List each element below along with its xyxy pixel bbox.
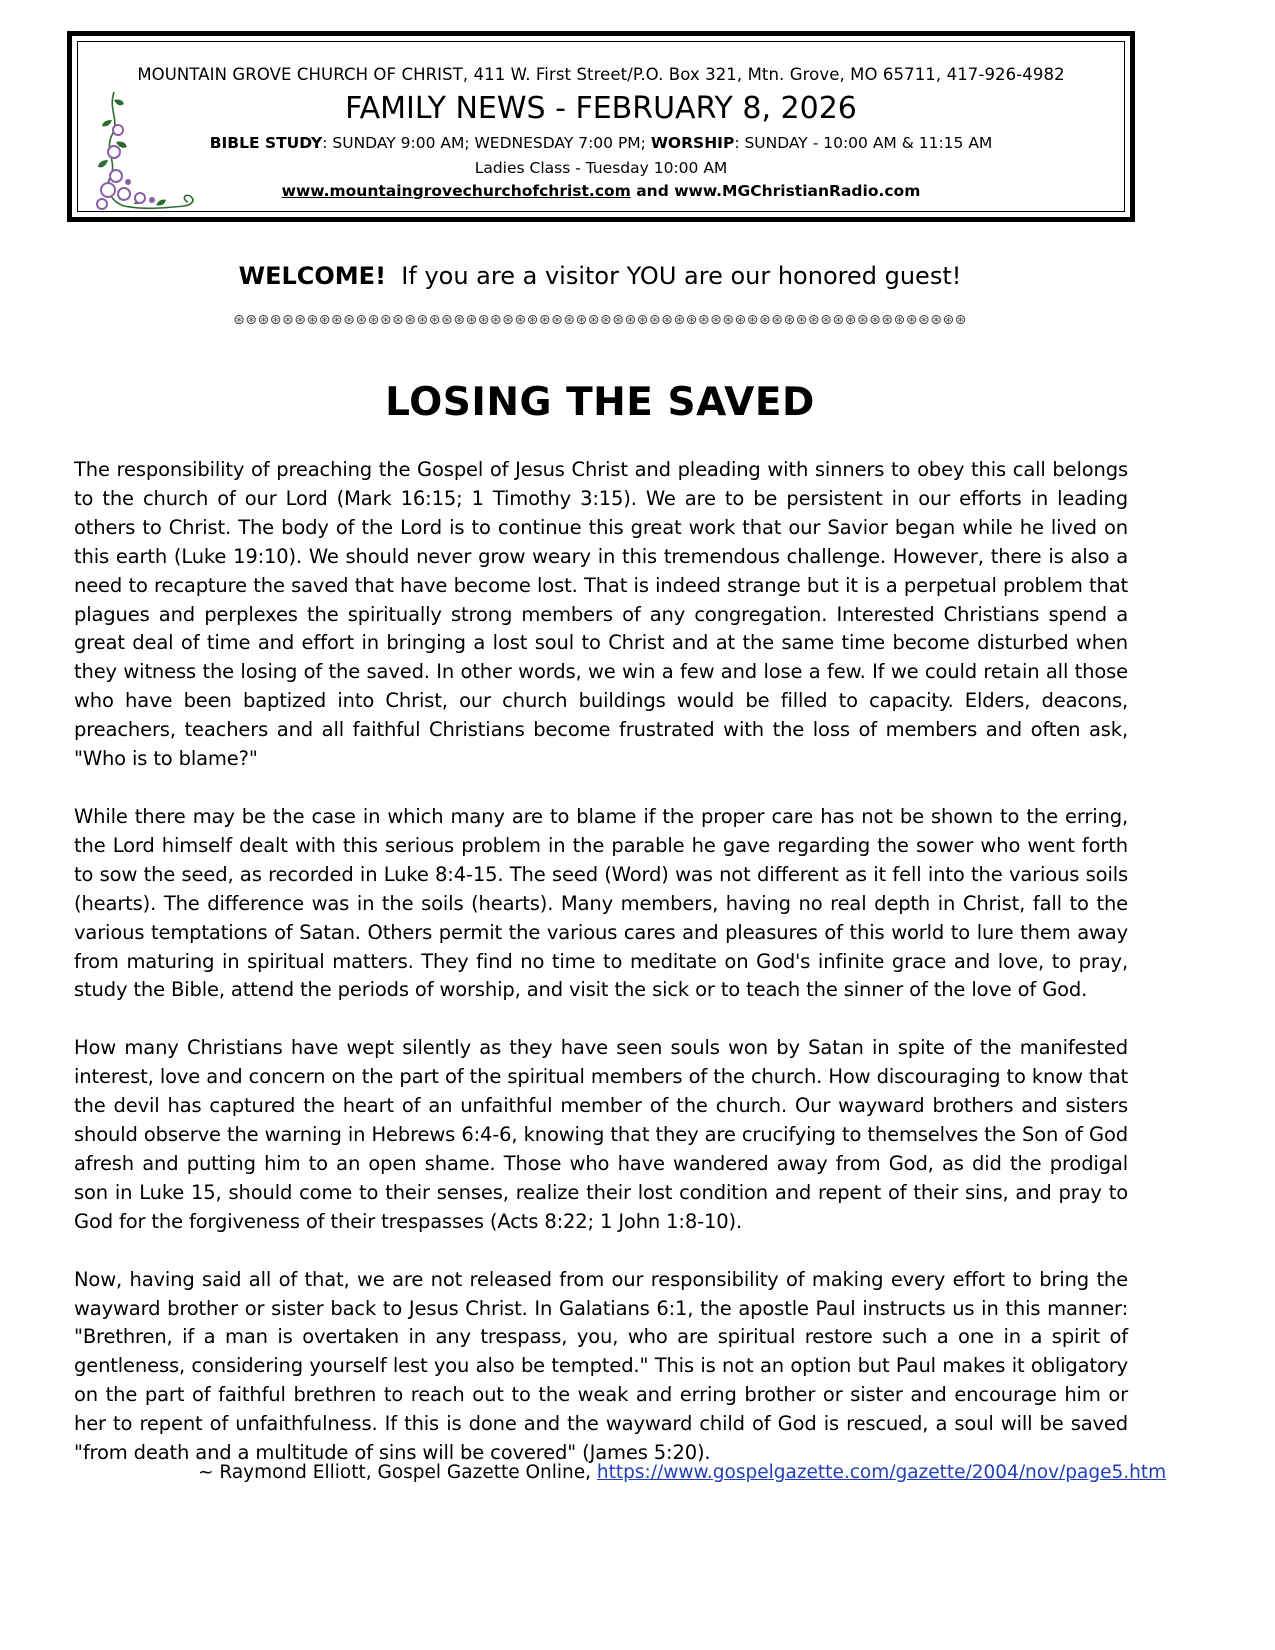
service-schedule: [78, 134, 1124, 152]
article-paragraph: Now, having said all of that, we are not released from our responsibility of making every effort to bring the wayward brother or sister back to Jesus Christ. In Galatians 6:1, the apostle Paul instructs us in this manner: "Brethren, if a man is overtaken in any trespass, you, who are spiritual restore such a one in a spirit of gentleness, considering yourself lest you also be tempted." This is not an option but Paul makes it obligatory on the part of faithful brethren to reach out to the weak and erring brother or sister and encourage him or her to repent of unfaithfulness. If this is done and the wayward child of God is rescued, a soul will be saved "from death and a multitude of sins will be covered" (James 5:20).: [74, 1267, 1128, 1465]
ladies-class: Ladies Class - Tuesday 10:00 AM: [474, 159, 728, 177]
radio-website-link[interactable]: www.MGChristianRadio.com: [674, 182, 921, 200]
flower-vine-icon: [94, 90, 204, 215]
article-title: LOSING THE SAVED: [385, 380, 815, 425]
welcome-message: [0, 262, 1200, 290]
source-link[interactable]: https://www.gospelgazette.com/gazette/2004/nov/page5.htm: [596, 1462, 1167, 1483]
website-joiner: and: [630, 182, 675, 200]
worship-label: WORSHIP: [650, 134, 735, 152]
bible-study-label: BIBLE STUDY: [209, 134, 323, 152]
welcome-text: If you are a visitor YOU are our honored guest!: [386, 262, 962, 290]
church-address: MOUNTAIN GROVE CHURCH OF CHRIST, 411 W. First Street/P.O. Box 321, Mtn. Grove, MO 65711, 417-926-4982: [137, 65, 1065, 84]
article-paragraph: The responsibility of preaching the Gospel of Jesus Christ and pleading with sinners to obey this call belongs to the church of our Lord (Mark 16:15; 1 Timothy 3:15). We are to be persistent in our efforts in leading others to Christ. The body of the Lord is to continue this great work that our Savior began while he lived on this earth (Luke 19:10). We should never grow weary in this tremendous challenge. However, there is also a need to recapture the saved that have become lost. That is indeed strange but it is a perpetual problem that plagues and perplexes the spiritually strong members of any congregation. Interested Christians spend a great deal of time and effort in bringing a lost soul to Christ and at the same time become disturbed when they witness the losing of the saved. In other words, we win a few and lose a few. If we could retain all those who have been baptized into Christ, our church buildings would be filled to capacity. Elders, deacons, preachers, teachers and all faithful Christians become frustrated with the loss of members and often ask, "Who is to blame?": [74, 458, 1128, 771]
article-body: [74, 456, 1128, 1497]
masthead: [67, 31, 1135, 222]
article-paragraph: How many Christians have wept silently as they have seen souls won by Satan in spite of the manifested interest, love and concern on the part of the spiritual members of the church. How discouraging to know that the devil has captured the heart of an unfaithful member of the church. Our wayward brothers and sisters should observe the warning in Hebrews 6:4-6, knowing that they are crucifying to themselves the Son of God afresh and putting him to an open shame. Those who have wandered away from God, as did the prodigal son in Luke 15, should come to their senses, realize their lost condition and repent of their sins, and pray to God for the forgiveness of their trespasses (Acts 8:22; 1 John 1:8-10).: [74, 1036, 1128, 1233]
masthead-inner-border: [77, 41, 1125, 212]
newsletter-title: FAMILY NEWS - FEBRUARY 8, 2026: [345, 91, 857, 126]
article-credit: [198, 1462, 1166, 1483]
credit-text: ~ Raymond Elliott, Gospel Gazette Online,: [198, 1462, 597, 1483]
websites: [78, 182, 1124, 200]
worship-times: : SUNDAY - 10:00 AM & 11:15 AM: [734, 134, 993, 152]
welcome-bold: WELCOME!: [238, 262, 387, 290]
ornament-divider: ⊛⊛⊛⊛⊛⊛⊛⊛⊛⊛⊛⊛⊛⊛⊛⊛⊛⊛⊛⊛⊛⊛⊛⊛⊛⊛⊛⊛⊛⊛⊛⊛⊛⊛⊛⊛⊛⊛⊛⊛⊛⊛⊛⊛⊛⊛⊛⊛⊛⊛⊛⊛⊛⊛⊛⊛⊛⊛⊛⊛: [233, 312, 967, 328]
bible-study-times: : SUNDAY 9:00 AM; WEDNESDAY 7:00 PM;: [322, 134, 651, 152]
church-website-link[interactable]: www.mountaingrovechurchofchrist.com: [281, 182, 631, 200]
article-paragraph: While there may be the case in which many are to blame if the proper care has not be shown to the erring, the Lord himself dealt with this serious problem in the parable he gave regarding the sower who went forth to sow the seed, as recorded in Luke 8:4-15. The seed (Word) was not different as it fell into the various soils (hearts). The difference was in the soils (hearts). Many members, having no real depth in Christ, fall to the various temptations of Satan. Others permit the various cares and pleasures of this world to lure them away from maturing in spiritual matters. They find no time to meditate on God's infinite grace and love, to pray, study the Bible, attend the periods of worship, and visit the sick or to teach the sinner of the love of God.: [74, 804, 1128, 1002]
